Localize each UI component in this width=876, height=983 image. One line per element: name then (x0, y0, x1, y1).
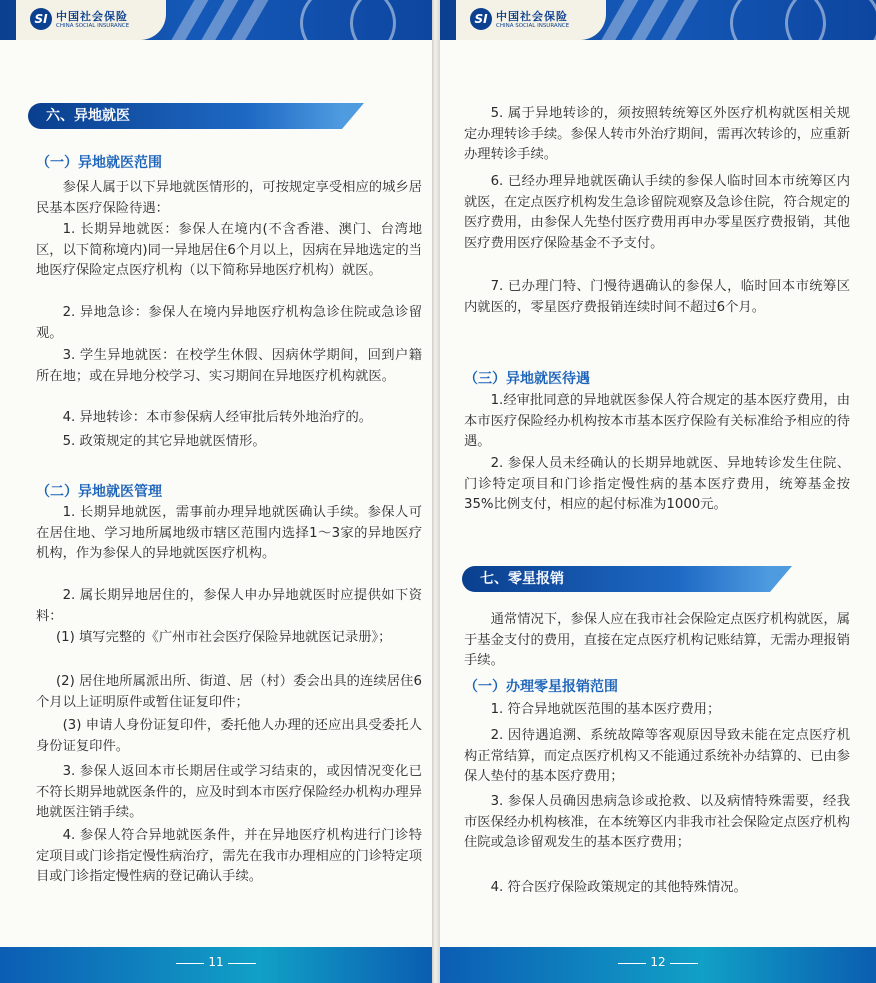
paragraph: 参保人属于以下异地就医情形的，可按规定享受相应的城乡居民基本医疗保险待遇： (36, 180, 422, 216)
footer-band (0, 947, 432, 983)
paragraph: (1) 填写完整的《广州市社会医疗保险异地就医记录册》； (55, 630, 392, 645)
paragraph: 2. 属长期异地居住的，参保人申办异地就医时应提供如下资料： (36, 588, 422, 624)
si-logo-icon: SI (30, 8, 52, 30)
page-left (0, 0, 432, 983)
logo-english: CHINA SOCIAL INSURANCE (56, 23, 130, 29)
paragraph: 通常情况下，参保人应在我市社会保险定点医疗机构就医，属于基金支付的费用，直接在定点医疗机构记账结算，无需办理报销手续。 (464, 612, 850, 668)
paragraph: 1. 长期异地就医：参保人在境内(不含香港、澳门、台湾地区，以下简称境内)同一异地居住6个月以上，因病在异地选定的当地医疗保险定点医疗机构（以下简称异地医疗机构）就医。 (36, 222, 422, 278)
logo (16, 0, 166, 40)
paragraph: 3. 参保人返回本市长期居住或学习结束的，或因情况变化已不符长期异地就医条件的，应及时到本市医疗保险经办机构办理异地就医注销手续。 (36, 764, 422, 820)
paragraph: (2) 居住地所属派出所、街道、居（村）委会出具的连续居住6个月以上证明原件或暂住证复印件； (36, 674, 422, 710)
paragraph: 1. 长期异地就医，需事前办理异地就医确认手续。参保人可在居住地、学习地所属地级市辖区范围内选择1～3家的异地医疗机构，作为参保人的异地就医医疗机构。 (36, 505, 422, 561)
section-title-6: 六、异地就医 (28, 103, 342, 129)
paragraph: 5. 政策规定的其它异地就医情形。 (62, 434, 266, 449)
paragraph: 3. 参保人员确因患病急诊或抢救、以及病情特殊需要，经我市医保经办机构核准，在本统筹区内非我市社会保险定点医疗机构住院或急诊留观发生的基本医疗费用； (464, 794, 850, 850)
paragraph: 2. 参保人员未经确认的长期异地就医、异地转诊发生住院、门诊特定项目和门诊指定慢性病的基本医疗费用，统筹基金按35%比例支付，相应的起付标准为1000元。 (464, 456, 850, 512)
paragraph: 5. 属于异地转诊的，须按照转统筹区外医疗机构就医相关规定办理转诊手续。参保人转市外治疗期间，需再次转诊的，应重新办理转诊手续。 (464, 106, 850, 162)
paragraph: 7. 已办理门特、门慢待遇确认的参保人，临时回本市统筹区内就医的，零星医疗费报销连续时间不超过6个月。 (464, 279, 850, 315)
logo-english: CHINA SOCIAL INSURANCE (496, 23, 570, 29)
subsection-title-3: （三）异地就医待遇 (464, 371, 590, 387)
paragraph: 4. 符合医疗保险政策规定的其他特殊情况。 (490, 880, 747, 895)
subsection-title-4: （一）办理零星报销范围 (464, 679, 618, 695)
page-number: 11 (208, 955, 224, 969)
footer-band (440, 947, 876, 983)
paragraph: 1.经审批同意的异地就医参保人符合规定的基本医疗费用，由本市医疗保险经办机构按本市基本医疗保险有关标准给予相应的待遇。 (464, 393, 850, 449)
logo (456, 0, 606, 40)
paragraph: (3) 申请人身份证复印件，委托他人办理的还应出具受委托人身份证复印件。 (36, 718, 422, 754)
page-number: 12 (650, 955, 666, 969)
section-title-7: 七、零星报销 (462, 566, 770, 592)
subsection-title-2: （二）异地就医管理 (36, 484, 162, 500)
paragraph: 4. 异地转诊：本市参保病人经审批后转外地治疗的。 (62, 410, 373, 425)
paragraph: 3. 学生异地就医：在校学生休假、因病休学期间，回到户籍所在地；或在异地分校学习、实习期间在异地医疗机构就医。 (36, 348, 422, 384)
paragraph: 6. 已经办理异地就医确认手续的参保人临时回本市统筹区内就医，在定点医疗机构发生急诊留院观察及急诊住院，符合规定的医疗费用，由参保人先垫付医疗费用再申办零星医疗费报销，其他医疗费用医疗保险基金不予支付。 (464, 174, 850, 251)
si-logo-icon: SI (470, 8, 492, 30)
paragraph: 2. 因待遇追溯、系统故障等客观原因导致未能在定点医疗机构正常结算，而定点医疗机构又不能通过系统补办结算的、已由参保人垫付的基本医疗费用； (464, 728, 850, 784)
paragraph: 4. 参保人符合异地就医条件，并在异地医疗机构进行门诊特定项目或门诊指定慢性病治疗，需先在我市办理相应的门诊特定项目或门诊指定慢性病的登记确认手续。 (36, 828, 422, 884)
subsection-title-1: （一）异地就医范围 (36, 155, 162, 171)
spine (432, 0, 440, 983)
paragraph: 2. 异地急诊：参保人在境内异地医疗机构急诊住院或急诊留观。 (36, 305, 422, 341)
logo-chinese: 中国社会保险 (56, 10, 128, 23)
paragraph: 1. 符合异地就医范围的基本医疗费用； (490, 702, 721, 717)
logo-chinese: 中国社会保险 (496, 10, 568, 23)
